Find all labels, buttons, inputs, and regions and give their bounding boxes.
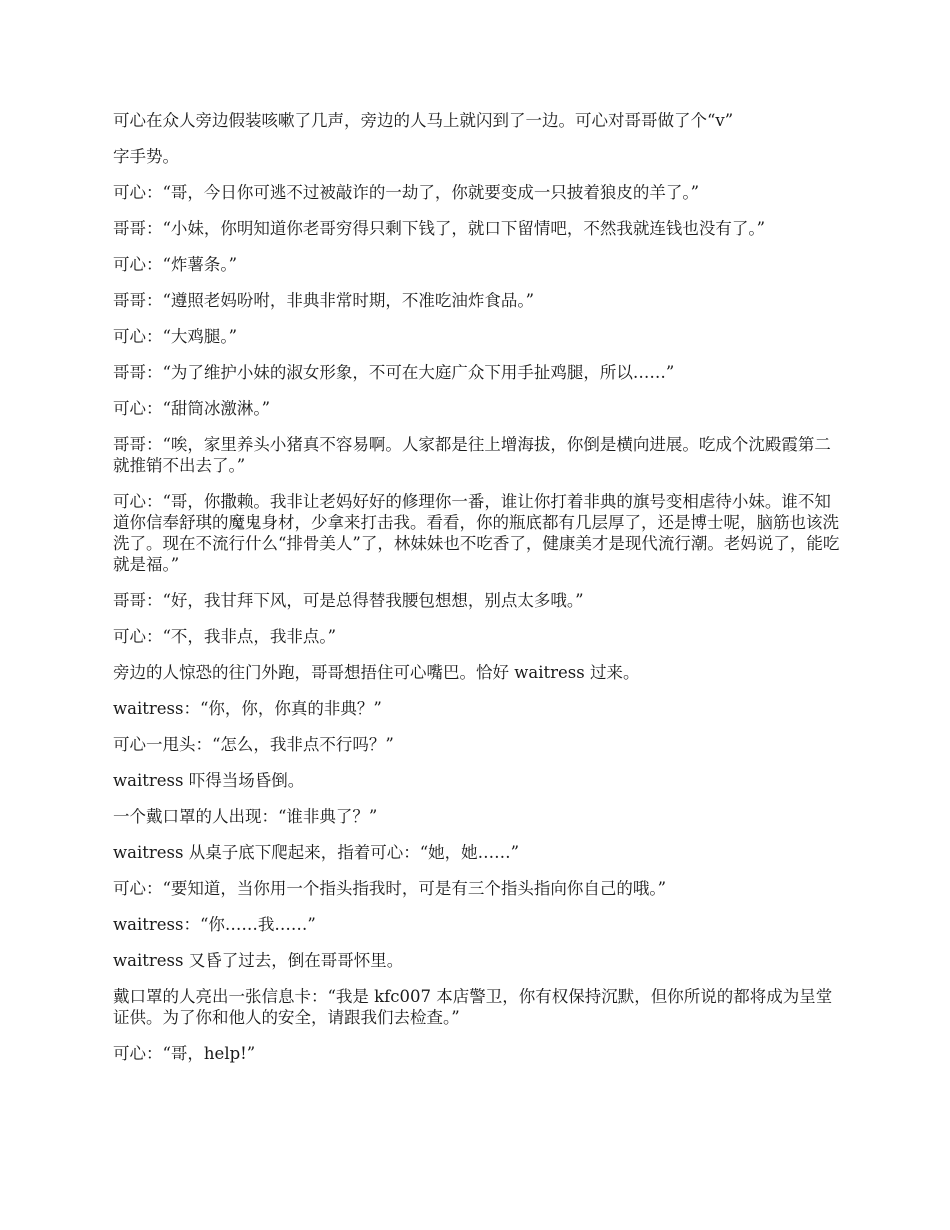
- paragraph-6: 哥哥：“遵照老妈吩咐，非典非常时期，不准吃油炸食品。”: [113, 291, 535, 310]
- paragraph-24: 可心：“哥，help!”: [113, 1044, 256, 1063]
- paragraph-16: 可心一甩头：“怎么，我非点不行吗？”: [113, 735, 394, 754]
- paragraph-12: 哥哥：“好，我甘拜下风，可是总得替我腰包想想，别点太多哦。”: [113, 591, 584, 610]
- paragraph-18: 一个戴口罩的人出现：“谁非典了？”: [113, 807, 378, 826]
- paragraph-19: waitress 从桌子底下爬起来，指着可心：“她，她……”: [113, 843, 520, 862]
- paragraph-21: waitress：“你……我……”: [113, 915, 316, 934]
- paragraph-10: 哥哥：“唉，家里养头小猪真不容易啊。人家都是往上增海拔，你倒是横向进展。吃成个沈殿霞第二就推销不出去了。”: [113, 435, 831, 475]
- paragraph-20: 可心：“要知道，当你用一个指头指我时，可是有三个指头指向你自己的哦。”: [113, 879, 667, 898]
- paragraph-3: 可心：“哥，今日你可逃不过被敲诈的一劫了，你就要变成一只披着狼皮的羊了。”: [113, 183, 700, 202]
- paragraph-23: 戴口罩的人亮出一张信息卡：“我是 kfc007 本店警卫，你有权保持沉默，但你所说的都将成为呈堂证供。为了你和他人的安全，请跟我们去检查。”: [113, 987, 833, 1027]
- paragraph-15: waitress：“你，你，你真的非典？”: [113, 699, 382, 718]
- paragraph-14: 旁边的人惊恐的往门外跑，哥哥想捂住可心嘴巴。恰好 waitress 过来。: [113, 663, 640, 682]
- paragraph-11: 可心：“哥，你撒赖。我非让老妈好好的修理你一番，谁让你打着非典的旗号变相虐待小妹。谁不知道你信奉舒琪的魔鬼身材，少拿来打击我。看看，你的瓶底都有几层厚了，还是博士呢，脑筋也该洗洗了。现在不流行什么“排骨美人”了，林妹妹也不吃香了，健康美才是现代流行潮。老妈说了，能吃就是福。”: [113, 492, 840, 574]
- paragraph-13: 可心：“不，我非点，我非点。”: [113, 627, 337, 646]
- paragraph-7: 可心：“大鸡腿。”: [113, 327, 238, 346]
- paragraph-17: waitress 吓得当场昏倒。: [113, 771, 305, 790]
- paragraph-1: 可心在众人旁边假装咳嗽了几声，旁边的人马上就闪到了一边。可心对哥哥做了个“v”: [113, 111, 734, 130]
- paragraph-2: 字手势。: [113, 147, 179, 166]
- paragraph-5: 可心：“炸薯条。”: [113, 255, 238, 274]
- paragraph-22: waitress 又昏了过去，倒在哥哥怀里。: [113, 951, 404, 970]
- paragraph-4: 哥哥：“小妹，你明知道你老哥穷得只剩下钱了，就口下留情吧，不然我就连钱也没有了。”: [113, 219, 766, 238]
- paragraph-9: 可心：“甜筒冰激淋。”: [113, 399, 271, 418]
- document-page: [113, 110, 841, 1079]
- paragraph-8: 哥哥：“为了维护小妹的淑女形象，不可在大庭广众下用手扯鸡腿，所以……”: [113, 363, 675, 382]
